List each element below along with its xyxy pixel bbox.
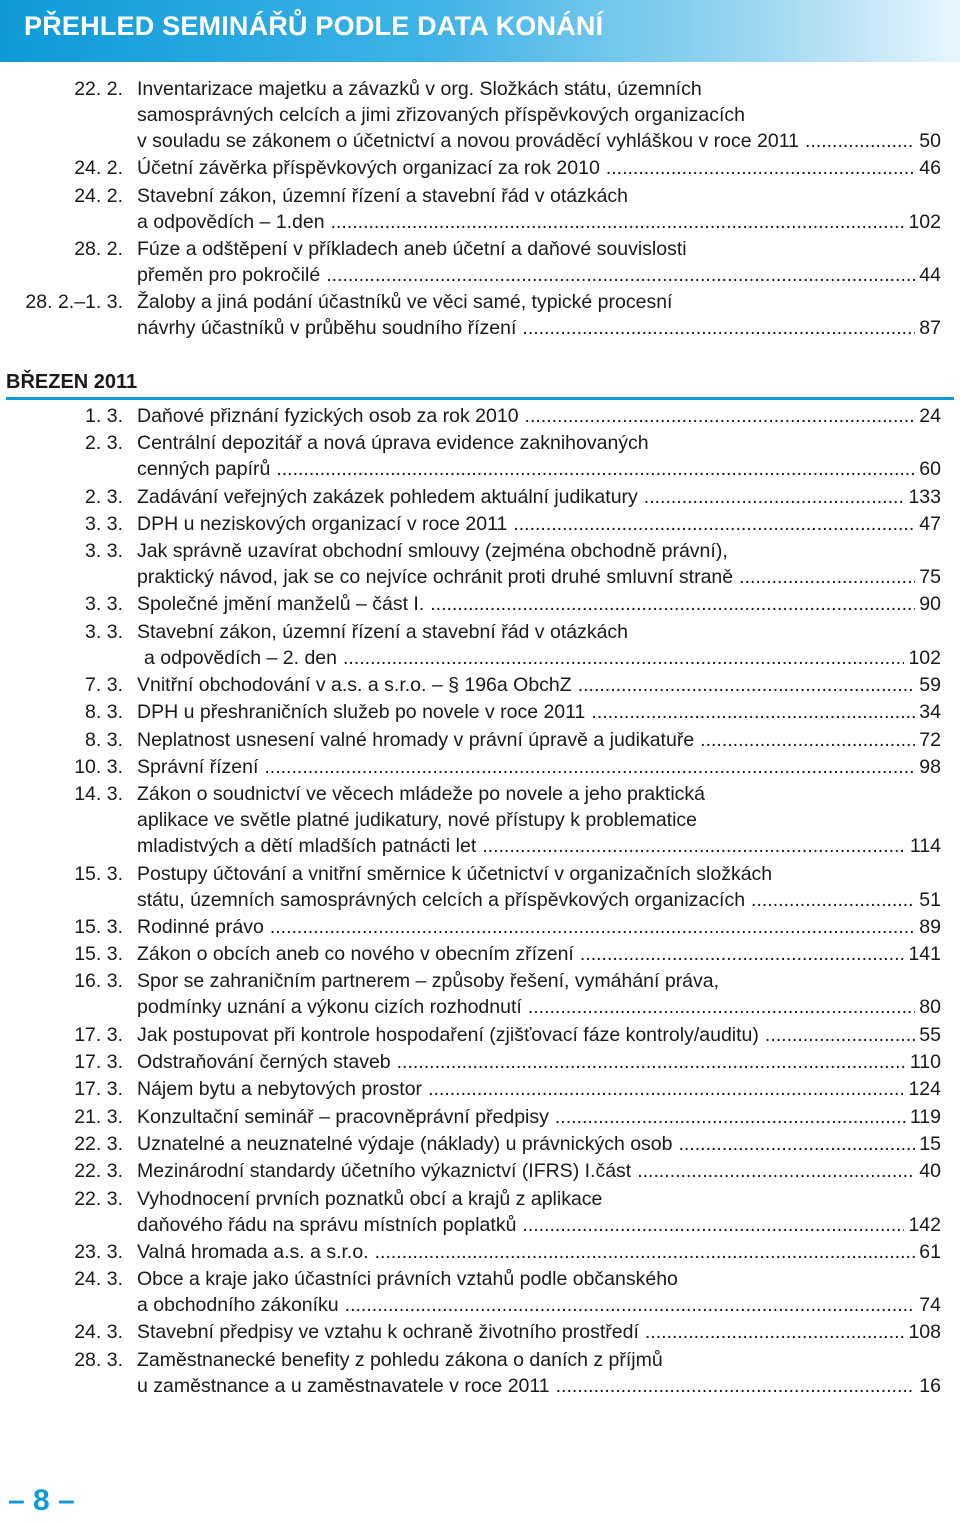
entry-text: [137, 861, 941, 887]
seminar-date: 3. 3.: [85, 620, 123, 643]
dot-leader: [739, 564, 915, 590]
dot-leader: [276, 456, 915, 482]
seminar-title: Neplatnost usnesení valné hromady v právní úpravě a judikatuře: [137, 728, 695, 751]
seminar-date: 7. 3.: [85, 674, 123, 697]
page-reference: 98: [919, 755, 941, 778]
seminar-title: přeměn pro pokročilé: [137, 263, 321, 286]
seminar-entry: [0, 403, 960, 429]
entry-text: [137, 236, 941, 262]
page-title: PŘEHLED SEMINÁŘŮ PODLE DATA KONÁNÍ: [24, 11, 604, 41]
seminar-title: aplikace ve světle platné judikatury, nové přístupy k problematice: [137, 809, 698, 832]
seminar-title: Mezinárodní standardy účetního výkaznictví (IFRS) I.část: [137, 1160, 632, 1183]
entry-line: [0, 456, 960, 482]
page-reference: 50: [919, 130, 941, 152]
seminar-entry: [0, 672, 960, 698]
seminar-entry: [0, 619, 960, 671]
page-reference: 133: [908, 485, 941, 508]
seminar-title: Společné jmění manželů – část I.: [137, 593, 425, 616]
page-reference: 90: [919, 593, 941, 616]
seminar-date: 24. 2.: [74, 157, 123, 180]
entry-line: [0, 1076, 960, 1102]
entry-line: [0, 781, 960, 807]
entry-line: [0, 1131, 960, 1157]
page-reference: 142: [908, 1213, 941, 1236]
entry-text: [137, 833, 941, 859]
dot-leader: [591, 699, 915, 725]
entry-line: [0, 1373, 960, 1399]
page-reference: 24: [919, 405, 941, 427]
dot-leader: [264, 754, 915, 780]
seminar-title: a odpovědích – 1.den: [137, 210, 325, 233]
entry-line: [0, 645, 960, 671]
seminar-title: a odpovědích – 2. den: [144, 646, 337, 669]
seminar-title: Stavební zákon, územní řízení a stavební řád v otázkách: [137, 184, 629, 207]
entry-text: [137, 1319, 941, 1345]
entry-text: [137, 887, 941, 913]
page-reference: 119: [909, 1105, 941, 1128]
seminar-title: Nájem bytu a nebytových prostor: [137, 1078, 423, 1101]
entry-text: [137, 1158, 941, 1184]
seminar-title: Zaměstnanecké benefity z pohledu zákona o daních z příjmů: [137, 1348, 663, 1371]
seminar-title: Spor se zahraničním partnerem – způsoby řešení, vymáhání práva,: [137, 970, 720, 993]
entry-line: [0, 484, 960, 510]
entry-text: [137, 1347, 941, 1373]
seminar-date: 24. 2.: [74, 184, 123, 207]
seminar-entry: [0, 1347, 960, 1399]
entry-text: [137, 511, 941, 537]
entry-line: [0, 209, 960, 235]
seminar-date: 2. 3.: [85, 485, 123, 508]
entry-line: [0, 1022, 960, 1048]
entry-line: [0, 1239, 960, 1265]
entry-line: [0, 403, 960, 429]
seminar-title: Stavební zákon, územní řízení a stavební řád v otázkách: [137, 620, 629, 643]
seminar-entry: [0, 538, 960, 590]
entry-line: [0, 262, 960, 288]
seminar-date: 23. 3.: [74, 1240, 123, 1263]
header-banner: [0, 0, 960, 62]
page-reference: 60: [919, 458, 941, 481]
seminar-title: Stavební předpisy ve vztahu k ochraně životního prostředí: [137, 1321, 639, 1344]
seminar-entry: [0, 968, 960, 1020]
section-heading: [6, 367, 954, 400]
dot-leader: [375, 1239, 916, 1265]
dot-leader: [805, 128, 915, 154]
seminar-date: 15. 3.: [74, 915, 123, 938]
seminar-date: 3. 3.: [85, 512, 123, 535]
entry-text: [137, 914, 941, 940]
seminar-date: 14. 3.: [74, 783, 123, 806]
seminar-date: 22. 2.: [74, 78, 123, 100]
seminar-title: Obce a kraje jako účastníci právních vztahů podle občanského: [137, 1268, 678, 1291]
seminar-title: státu, územních samosprávných celcích a příspěvkových organizacích: [137, 888, 746, 911]
entry-text: [137, 672, 941, 698]
seminar-entry: [0, 1239, 960, 1265]
entry-text: [137, 619, 941, 645]
dot-leader: [343, 645, 904, 671]
page-reference: 124: [908, 1078, 941, 1101]
dot-leader: [765, 1022, 915, 1048]
entry-text: [137, 1049, 941, 1075]
entry-text: [137, 484, 941, 510]
page-reference: 34: [919, 701, 941, 724]
seminar-title: praktický návod, jak se co nejvíce ochránit proti druhé smluvní straně: [137, 566, 734, 589]
dot-leader: [482, 833, 906, 859]
entry-line: [0, 1104, 960, 1130]
entry-line: [0, 1049, 960, 1075]
entry-line: [0, 183, 960, 209]
dot-leader: [397, 1049, 906, 1075]
dot-leader: [555, 1104, 906, 1130]
seminar-date: 21. 3.: [74, 1105, 123, 1128]
dot-leader: [645, 1319, 905, 1345]
page-reference: 15: [919, 1132, 941, 1155]
entry-line: [0, 315, 960, 341]
seminar-title: v souladu se zákonem o účetnictví a novou prováděcí vyhláškou v roce 2011: [137, 130, 799, 152]
entry-line: [0, 236, 960, 262]
entry-text: [137, 1131, 941, 1157]
page-reference: 40: [919, 1160, 941, 1183]
seminar-title: Inventarizace majetku a závazků v org. Složkách státu, územních: [137, 78, 702, 100]
entry-text: [137, 289, 941, 315]
seminar-title: Centrální depozitář a nová úprava evidence zaknihovaných: [137, 432, 649, 455]
dot-leader: [522, 315, 915, 341]
entry-line: [0, 727, 960, 753]
entry-text: [137, 155, 941, 181]
entry-text: [137, 727, 941, 753]
seminar-date: 17. 3.: [74, 1051, 123, 1074]
dot-leader: [751, 887, 915, 913]
seminar-date: 28. 2.: [74, 237, 123, 260]
entry-line: [0, 289, 960, 315]
dot-leader: [580, 941, 905, 967]
entry-line: [0, 76, 960, 102]
entry-line: [0, 1319, 960, 1345]
seminar-entry: [0, 1186, 960, 1238]
seminar-date: 8. 3.: [85, 701, 123, 724]
seminar-date: 28. 2.–1. 3.: [25, 291, 123, 314]
page-reference: 55: [919, 1023, 941, 1046]
seminar-date: 15. 3.: [74, 943, 123, 966]
entry-text: [137, 781, 941, 807]
seminar-entry: [0, 861, 960, 913]
seminar-title: Vyhodnocení prvních poznatků obcí a krajů z aplikace: [137, 1187, 603, 1210]
page-reference: 46: [919, 157, 941, 180]
entry-text: [137, 1239, 941, 1265]
entry-line: [0, 591, 960, 617]
seminar-title: Uznatelné a neuznatelné výdaje (náklady) u právnických osob: [137, 1132, 673, 1155]
page-reference: 16: [919, 1374, 941, 1397]
seminar-entry: [0, 430, 960, 482]
entry-text: [137, 564, 941, 590]
dot-leader: [326, 262, 915, 288]
seminar-title: Jak postupovat při kontrole hospodaření (zjišťovací fáze kontroly/auditu): [137, 1023, 759, 1046]
entry-line: [0, 511, 960, 537]
entry-text: [137, 430, 941, 456]
page-reference: 74: [919, 1294, 941, 1317]
seminar-date: 24. 3.: [74, 1268, 123, 1291]
page-reference: 87: [919, 317, 941, 340]
entry-line: [0, 155, 960, 181]
page-reference: 102: [908, 210, 941, 233]
entry-line: [0, 807, 960, 833]
seminar-entry: [0, 1076, 960, 1102]
seminar-title: návrhy účastníků v průběhu soudního řízení: [137, 317, 517, 340]
entry-text: [137, 941, 941, 967]
entry-text: [137, 645, 941, 671]
page-reference: 75: [919, 566, 941, 589]
dot-leader: [513, 511, 915, 537]
seminar-entry: [0, 1104, 960, 1130]
seminar-date: 3. 3.: [85, 593, 123, 616]
seminar-title: podmínky uznání a výkonu cizích rozhodnutí: [137, 996, 522, 1019]
page-reference: 47: [919, 512, 941, 535]
entry-text: [137, 807, 941, 833]
page-reference: 141: [908, 943, 941, 966]
entry-line: [0, 1347, 960, 1373]
page-reference: 51: [919, 888, 941, 911]
entry-line: [0, 861, 960, 887]
seminar-title: Žaloby a jiná podání účastníků ve věci samé, typické procesní: [137, 291, 673, 314]
page-reference: 80: [919, 996, 941, 1019]
entry-line: [0, 538, 960, 564]
entry-line: [0, 968, 960, 994]
seminar-date: 28. 3.: [74, 1348, 123, 1371]
seminar-date: 2. 3.: [85, 432, 123, 455]
seminar-date: 22. 3.: [74, 1132, 123, 1155]
seminar-entry: [0, 1158, 960, 1184]
entry-line: [0, 1158, 960, 1184]
entry-text: [137, 1186, 941, 1212]
seminar-entry: [0, 183, 960, 235]
entry-line: [0, 619, 960, 645]
seminar-entry: [0, 1131, 960, 1157]
seminar-date: 15. 3.: [74, 862, 123, 885]
seminar-date: 17. 3.: [74, 1078, 123, 1101]
dot-leader: [430, 591, 915, 617]
entry-text: [137, 1022, 941, 1048]
dot-leader: [528, 994, 915, 1020]
march-seminar-list: [0, 403, 960, 1400]
seminar-entry: [0, 1022, 960, 1048]
seminar-date: 22. 3.: [74, 1187, 123, 1210]
seminar-entry: [0, 699, 960, 725]
seminar-entry: [0, 236, 960, 288]
entry-text: [137, 754, 941, 780]
entry-text: [137, 76, 941, 102]
seminar-date: 24. 3.: [74, 1321, 123, 1344]
entry-text: [137, 591, 941, 617]
entry-line: [0, 887, 960, 913]
entry-line: [0, 430, 960, 456]
seminar-entry: [0, 727, 960, 753]
seminar-title: Konzultační seminář – pracovněprávní předpisy: [137, 1105, 549, 1128]
seminar-entry: [0, 155, 960, 181]
seminar-title: Vnitřní obchodování v a.s. a s.r.o. – § 196a ObchZ: [137, 674, 572, 697]
dot-leader: [700, 727, 915, 753]
seminar-title: Valná hromada a.s. a s.r.o.: [137, 1240, 369, 1263]
seminar-title: Rodinné právo: [137, 915, 264, 938]
page-reference: 110: [909, 1051, 941, 1074]
seminar-entry: [0, 941, 960, 967]
seminar-entry: [0, 511, 960, 537]
seminar-date: 22. 3.: [74, 1160, 123, 1183]
dot-leader: [679, 1131, 916, 1157]
entry-text: [137, 262, 941, 288]
entry-line: [0, 914, 960, 940]
seminar-title: Zákon o obcích aneb co nového v obecním zřízení: [137, 943, 574, 966]
page-reference: 89: [919, 915, 941, 938]
seminar-title: a obchodního zákoníku: [137, 1294, 339, 1317]
entry-line: [0, 833, 960, 859]
seminar-entry: [0, 1319, 960, 1345]
entry-text: [137, 209, 941, 235]
dot-leader: [428, 1076, 904, 1102]
seminar-entry: [0, 484, 960, 510]
dot-leader: [270, 914, 915, 940]
dot-leader: [556, 1373, 916, 1399]
seminar-title: DPH u přeshraničních služeb po novele v roce 2011: [137, 701, 586, 724]
dot-leader: [606, 155, 915, 181]
entry-text: [137, 183, 941, 209]
page-reference: 61: [919, 1240, 941, 1263]
entry-line: [0, 102, 960, 128]
page-reference: 44: [919, 263, 941, 286]
seminar-title: DPH u neziskových organizací v roce 2011: [137, 512, 508, 535]
entry-line: [0, 699, 960, 725]
entry-line: [0, 754, 960, 780]
entry-text: [137, 456, 941, 482]
seminar-title: u zaměstnance a u zaměstnavatele v roce 2011: [137, 1374, 550, 1397]
entry-text: [137, 1266, 941, 1292]
seminar-entry: [0, 914, 960, 940]
entry-line: [0, 672, 960, 698]
seminar-title: Správní řízení: [137, 755, 259, 778]
entry-text: [137, 994, 941, 1020]
page-reference: 59: [919, 674, 941, 697]
seminar-title: Účetní závěrka příspěvkových organizací za rok 2010: [137, 157, 600, 180]
seminar-entry: [0, 781, 960, 859]
entry-line: [0, 1292, 960, 1318]
dot-leader: [578, 672, 916, 698]
dot-leader: [345, 1292, 916, 1318]
seminar-entry: [0, 289, 960, 341]
seminar-title: daňového řádu na správu místních poplatků: [137, 1213, 517, 1236]
seminar-title: Zadávání veřejných zakázek pohledem aktuální judikatury: [137, 485, 638, 508]
entry-text: [137, 128, 941, 154]
entry-text: [137, 1212, 941, 1238]
seminar-entry: [0, 76, 960, 154]
seminar-title: Jak správně uzavírat obchodní smlouvy (zejména obchodně právní),: [137, 540, 728, 563]
seminar-date: 17. 3.: [74, 1023, 123, 1046]
dot-leader: [525, 403, 916, 429]
seminar-title: Fúze a odštěpení v příkladech aneb účetní a daňové souvislosti: [137, 237, 687, 260]
seminar-title: samosprávných celcích a jimi zřizovaných příspěvkových organizacích: [137, 104, 745, 126]
page-reference: 108: [908, 1321, 941, 1344]
seminar-title: mladistvých a dětí mladších patnácti let: [137, 835, 477, 858]
entry-text: [137, 1292, 941, 1318]
seminar-date: 16. 3.: [74, 970, 123, 993]
entry-line: [0, 128, 960, 154]
seminar-title: Odstraňování černých staveb: [137, 1051, 391, 1074]
entry-line: [0, 1212, 960, 1238]
seminar-title: Daňové přiznání fyzických osob za rok 2010: [137, 405, 519, 427]
entry-line: [0, 564, 960, 590]
seminar-title: Postupy účtování a vnitřní směrnice k účetnictví v organizačních složkách: [137, 862, 773, 885]
page-number: – 8 –: [8, 1484, 75, 1517]
page-reference: 72: [919, 728, 941, 751]
seminar-date: 8. 3.: [85, 728, 123, 751]
seminar-date: 3. 3.: [85, 540, 123, 563]
entry-line: [0, 1186, 960, 1212]
entry-text: [137, 699, 941, 725]
seminar-title: Zákon o soudnictví ve věcech mládeže po novele a jeho praktická: [137, 783, 705, 806]
entry-line: [0, 994, 960, 1020]
entry-text: [137, 538, 941, 564]
seminar-date: 1. 3.: [85, 405, 123, 427]
entry-text: [137, 1076, 941, 1102]
dot-leader: [522, 1212, 904, 1238]
entry-text: [137, 403, 941, 429]
section-title: BŘEZEN 2011: [6, 371, 138, 393]
entry-line: [0, 941, 960, 967]
seminar-entry: [0, 591, 960, 617]
dot-leader: [644, 484, 905, 510]
dot-leader: [331, 209, 905, 235]
dot-leader: [637, 1158, 915, 1184]
entry-text: [137, 315, 941, 341]
entry-line: [0, 1266, 960, 1292]
february-seminar-list: [0, 76, 960, 342]
entry-text: [137, 1373, 941, 1399]
seminar-entry: [0, 1049, 960, 1075]
seminar-date: 10. 3.: [74, 755, 123, 778]
seminar-title: cenných papírů: [137, 458, 271, 481]
seminar-entry: [0, 754, 960, 780]
page-reference: 102: [908, 646, 941, 669]
entry-text: [137, 968, 941, 994]
entry-text: [137, 1104, 941, 1130]
entry-text: [137, 102, 941, 128]
page-reference: 114: [909, 835, 941, 858]
seminar-entry: [0, 1266, 960, 1318]
